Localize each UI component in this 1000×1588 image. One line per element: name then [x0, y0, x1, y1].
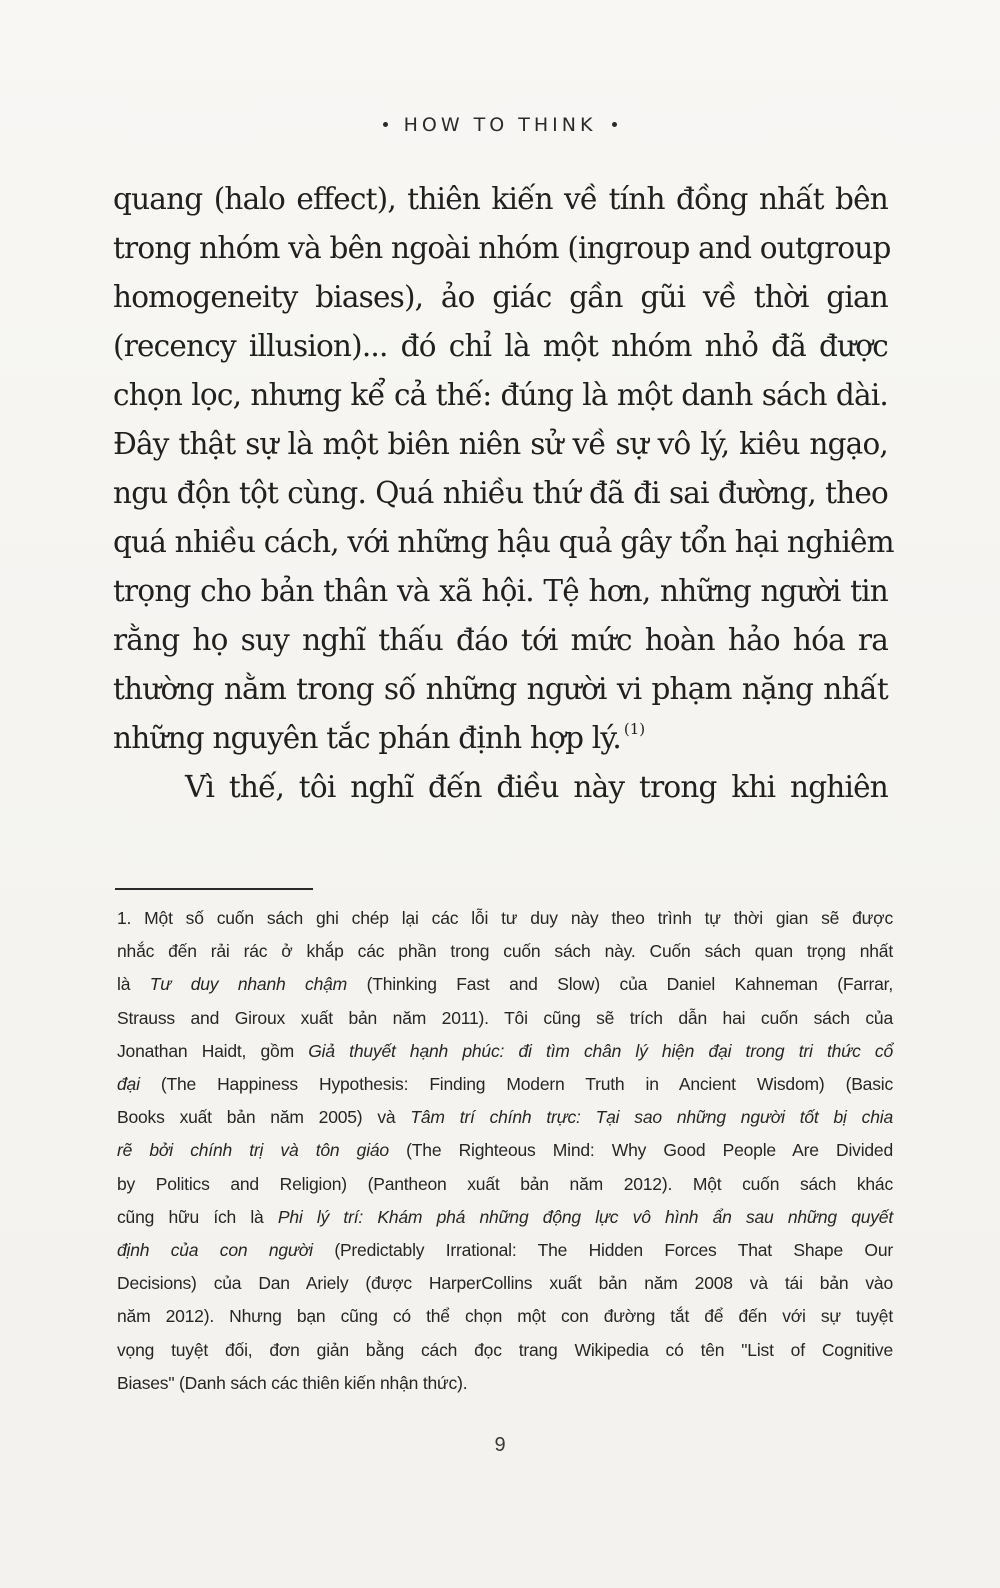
bullet-dot-icon	[383, 122, 388, 127]
footnote-line: năm 2012). Nhưng bạn cũng có thể chọn một con đường tắt để đến với sự tuyệt	[117, 1306, 893, 1327]
text-line: thường nằm trong số những người vi phạm nặng nhất	[113, 672, 888, 706]
footnote-line: nhắc đến rải rác ở khắp các phần trong cuốn sách này. Cuốn sách quan trọng nhất	[117, 941, 893, 962]
footnote-text: (Predictably Irrational: The Hidden Forces That Shape Our	[312, 1240, 893, 1261]
text-line: trong nhóm và bên ngoài nhóm (ingroup and outgroup	[113, 231, 891, 265]
footnote-line	[117, 1035, 893, 1068]
footnote-text: (Thinking Fast and Slow) của Daniel Kahneman (Farrar,	[347, 974, 893, 995]
text-line: rằng họ suy nghĩ thấu đáo tới mức hoàn hảo hóa ra	[113, 623, 888, 657]
footnote-line: vọng tuyệt đối, đơn giản bằng cách đọc trang Wikipedia có tên "List of Cognitive	[117, 1339, 893, 1360]
footnote-line: Decisions) của Dan Ariely (được HarperCollins xuất bản năm 2008 và tái bản vào	[117, 1273, 893, 1294]
book-title: Tâm trí chính trực: Tại sao những người tốt bị chia	[410, 1107, 893, 1128]
footnote-line: Biases" (Danh sách các thiên kiến nhận thức).	[117, 1372, 468, 1393]
text-line: Vì thế, tôi nghĩ đến điều này trong khi nghiên	[185, 770, 888, 804]
footnote-text: (The Happiness Hypothesis: Finding Modern Truth in Ancient Wisdom) (Basic	[139, 1074, 893, 1095]
footnote-line	[117, 1201, 893, 1234]
footnote-text: Jonathan Haidt, gồm	[117, 1040, 309, 1061]
footnote-line: Strauss and Giroux xuất bản năm 2011). Tôi cũng sẽ trích dẫn hai cuốn sách của	[117, 1007, 893, 1028]
footnote-text: (The Righteous Mind: Why Good People Are Divided	[388, 1140, 893, 1161]
bullet-dot-icon	[612, 122, 617, 127]
text-line: (recency illusion)... đó chỉ là một nhóm nhỏ đã được	[113, 329, 888, 363]
book-title: Tư duy nhanh chậm	[149, 974, 348, 995]
footnote-text: cũng hữu ích là	[117, 1206, 278, 1227]
text-line	[113, 714, 888, 763]
footnote-text: Books xuất bản năm 2005) và	[117, 1107, 411, 1128]
footnote-reference: (1)	[623, 720, 646, 738]
footnote-line	[117, 1134, 893, 1167]
footnote-line	[117, 1234, 893, 1267]
text-line-content: những nguyên tắc phán định hợp lý.	[113, 721, 621, 755]
footnote-text: là	[117, 974, 150, 995]
running-header	[0, 114, 1000, 136]
book-title: Phi lý trí: Khám phá những động lực vô hình ẩn sau những quyết	[277, 1206, 894, 1227]
text-line: chọn lọc, nhưng kể cả thế: đúng là một danh sách dài.	[113, 378, 888, 412]
footnote-line: by Politics and Religion) (Pantheon xuất bản năm 2012). Một cuốn sách khác	[117, 1173, 893, 1194]
text-line: homogeneity biases), ảo giác gần gũi về thời gian	[113, 280, 888, 314]
page-number: 9	[494, 1434, 506, 1456]
text-line: quang (halo effect), thiên kiến về tính đồng nhất bên	[113, 182, 888, 216]
book-title: đại	[117, 1074, 140, 1095]
text-line: quá nhiều cách, với những hậu quả gây tổn hại nghiêm	[113, 525, 894, 559]
book-title: Giả thuyết hạnh phúc: đi tìm chân lý hiện đại trong tri thức cổ	[308, 1040, 893, 1061]
book-title: định của con người	[117, 1240, 313, 1261]
footnote-divider	[115, 888, 313, 890]
footnote	[117, 902, 893, 1400]
text-line: trọng cho bản thân và xã hội. Tệ hơn, những người tin	[113, 574, 888, 608]
footnote-line	[117, 1101, 893, 1134]
footnote-line	[117, 1068, 893, 1101]
text-line: Đây thật sự là một biên niên sử về sự vô lý, kiêu ngạo,	[113, 427, 888, 461]
running-title: HOW TO THINK	[403, 114, 597, 136]
main-text	[113, 175, 894, 812]
book-title: rẽ bởi chính trị và tôn giáo	[117, 1140, 389, 1161]
footnote-line: 1. Một số cuốn sách ghi chép lại các lỗi tư duy này theo trình tự thời gian sẽ được	[117, 908, 893, 928]
text-line: ngu độn tột cùng. Quá nhiều thứ đã đi sai đường, theo	[113, 476, 888, 510]
footnote-line	[117, 968, 893, 1001]
